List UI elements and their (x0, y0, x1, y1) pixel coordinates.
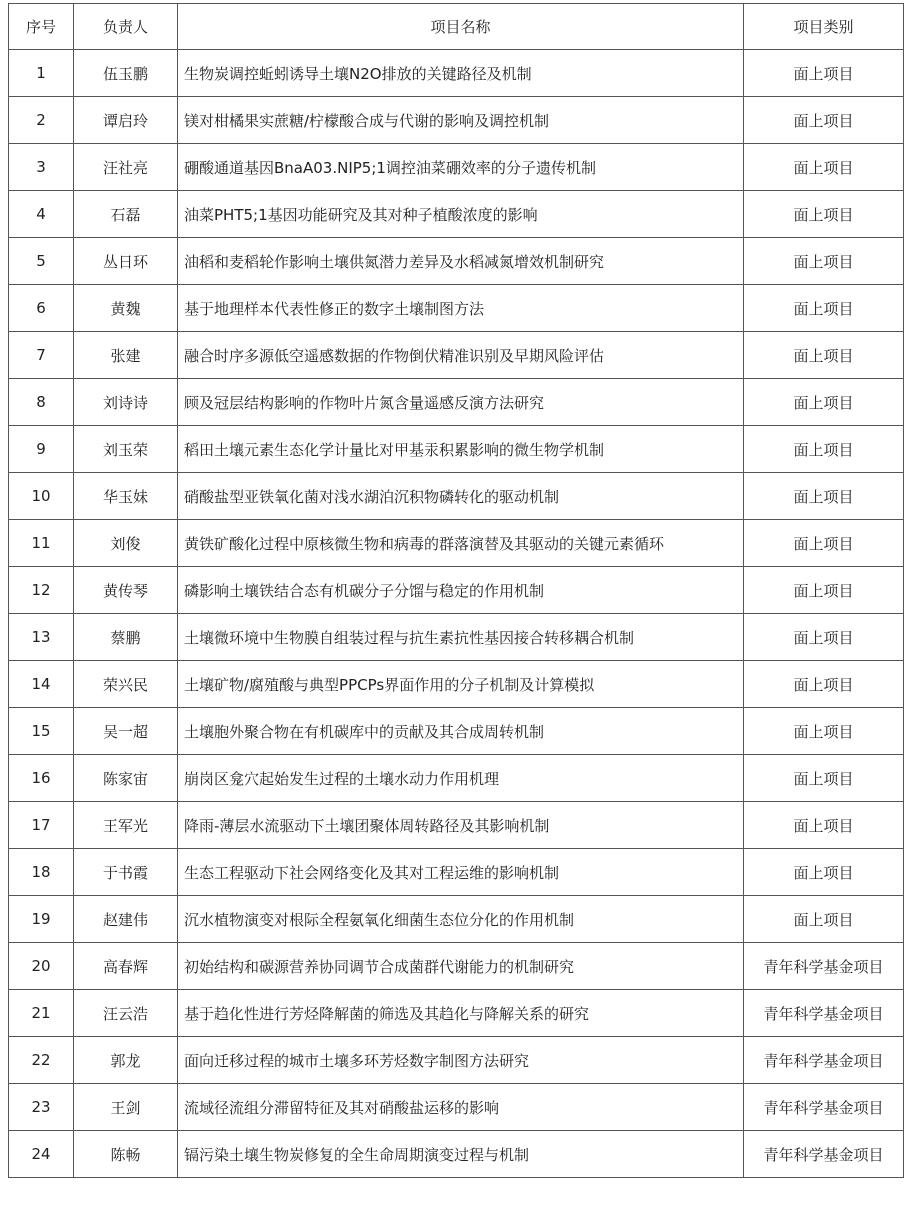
cell-project-name: 油菜PHT5;1基因功能研究及其对种子植酸浓度的影响 (178, 191, 744, 238)
cell-project-type: 面上项目 (744, 802, 904, 849)
cell-no: 19 (9, 896, 74, 943)
cell-project-name: 初始结构和碳源营养协同调节合成菌群代谢能力的机制研究 (178, 943, 744, 990)
table-header (9, 4, 904, 50)
cell-lead: 汪云浩 (74, 990, 178, 1037)
cell-project-type: 面上项目 (744, 191, 904, 238)
cell-lead: 谭启玲 (74, 97, 178, 144)
cell-project-type: 面上项目 (744, 144, 904, 191)
cell-project-type: 面上项目 (744, 708, 904, 755)
table-row (9, 755, 904, 802)
cell-lead: 刘玉荣 (74, 426, 178, 473)
table-row (9, 144, 904, 191)
cell-project-type: 青年科学基金项目 (744, 990, 904, 1037)
table-row (9, 426, 904, 473)
cell-project-name: 镁对柑橘果实蔗糖/柠檬酸合成与代谢的影响及调控机制 (178, 97, 744, 144)
cell-no: 2 (9, 97, 74, 144)
project-table (8, 3, 904, 1178)
table-row (9, 50, 904, 97)
cell-project-name: 生态工程驱动下社会网络变化及其对工程运维的影响机制 (178, 849, 744, 896)
cell-lead: 陈畅 (74, 1131, 178, 1178)
cell-project-type: 青年科学基金项目 (744, 1084, 904, 1131)
cell-project-type: 面上项目 (744, 426, 904, 473)
cell-project-type: 面上项目 (744, 50, 904, 97)
table-row (9, 1037, 904, 1084)
table-row (9, 802, 904, 849)
cell-no: 10 (9, 473, 74, 520)
cell-lead: 刘俊 (74, 520, 178, 567)
cell-project-type: 青年科学基金项目 (744, 943, 904, 990)
cell-no: 4 (9, 191, 74, 238)
cell-lead: 荣兴民 (74, 661, 178, 708)
table-row (9, 896, 904, 943)
cell-lead: 张建 (74, 332, 178, 379)
cell-no: 22 (9, 1037, 74, 1084)
table-row (9, 97, 904, 144)
table-row (9, 238, 904, 285)
cell-project-name: 崩岗区龛穴起始发生过程的土壤水动力作用机理 (178, 755, 744, 802)
cell-project-name: 稻田土壤元素生态化学计量比对甲基汞积累影响的微生物学机制 (178, 426, 744, 473)
cell-no: 8 (9, 379, 74, 426)
cell-no: 12 (9, 567, 74, 614)
cell-project-name: 面向迁移过程的城市土壤多环芳烃数字制图方法研究 (178, 1037, 744, 1084)
cell-no: 9 (9, 426, 74, 473)
cell-no: 21 (9, 990, 74, 1037)
table-row (9, 379, 904, 426)
cell-lead: 高春辉 (74, 943, 178, 990)
cell-lead: 石磊 (74, 191, 178, 238)
cell-project-name: 基于趋化性进行芳烃降解菌的筛选及其趋化与降解关系的研究 (178, 990, 744, 1037)
cell-lead: 陈家宙 (74, 755, 178, 802)
cell-no: 13 (9, 614, 74, 661)
header-row (9, 4, 904, 50)
table-row (9, 191, 904, 238)
cell-lead: 蔡鹏 (74, 614, 178, 661)
cell-no: 17 (9, 802, 74, 849)
cell-no: 6 (9, 285, 74, 332)
cell-project-name: 油稻和麦稻轮作影响土壤供氮潜力差异及水稻减氮增效机制研究 (178, 238, 744, 285)
cell-lead: 王军光 (74, 802, 178, 849)
cell-project-name: 顾及冠层结构影响的作物叶片氮含量遥感反演方法研究 (178, 379, 744, 426)
table-row (9, 1131, 904, 1178)
cell-lead: 于书霞 (74, 849, 178, 896)
cell-no: 18 (9, 849, 74, 896)
cell-project-name: 融合时序多源低空遥感数据的作物倒伏精准识别及早期风险评估 (178, 332, 744, 379)
cell-project-type: 面上项目 (744, 661, 904, 708)
cell-lead: 郭龙 (74, 1037, 178, 1084)
cell-project-name: 基于地理样本代表性修正的数字土壤制图方法 (178, 285, 744, 332)
cell-project-type: 面上项目 (744, 896, 904, 943)
cell-no: 20 (9, 943, 74, 990)
cell-project-name: 镉污染土壤生物炭修复的全生命周期演变过程与机制 (178, 1131, 744, 1178)
cell-project-name: 流域径流组分滞留特征及其对硝酸盐运移的影响 (178, 1084, 744, 1131)
table-row (9, 567, 904, 614)
cell-lead: 黄魏 (74, 285, 178, 332)
header-name: 项目名称 (178, 4, 744, 50)
cell-project-type: 青年科学基金项目 (744, 1131, 904, 1178)
cell-project-name: 黄铁矿酸化过程中原核微生物和病毒的群落演替及其驱动的关键元素循环 (178, 520, 744, 567)
cell-lead: 丛日环 (74, 238, 178, 285)
cell-project-name: 硝酸盐型亚铁氧化菌对浅水湖泊沉积物磷转化的驱动机制 (178, 473, 744, 520)
table-row (9, 520, 904, 567)
cell-project-type: 青年科学基金项目 (744, 1037, 904, 1084)
cell-project-name: 生物炭调控蚯蚓诱导土壤N2O排放的关键路径及机制 (178, 50, 744, 97)
cell-project-name: 沉水植物演变对根际全程氨氧化细菌生态位分化的作用机制 (178, 896, 744, 943)
table-row (9, 849, 904, 896)
table-body (9, 50, 904, 1178)
table-row (9, 1084, 904, 1131)
cell-project-type: 面上项目 (744, 379, 904, 426)
cell-project-type: 面上项目 (744, 332, 904, 379)
table-row (9, 661, 904, 708)
table-row (9, 943, 904, 990)
cell-no: 3 (9, 144, 74, 191)
table-row (9, 614, 904, 661)
cell-project-type: 面上项目 (744, 97, 904, 144)
cell-project-type: 面上项目 (744, 849, 904, 896)
cell-project-name: 土壤矿物/腐殖酸与典型PPCPs界面作用的分子机制及计算模拟 (178, 661, 744, 708)
cell-project-type: 面上项目 (744, 285, 904, 332)
table-row (9, 990, 904, 1037)
table-row (9, 473, 904, 520)
cell-lead: 赵建伟 (74, 896, 178, 943)
cell-lead: 刘诗诗 (74, 379, 178, 426)
cell-project-name: 土壤胞外聚合物在有机碳库中的贡献及其合成周转机制 (178, 708, 744, 755)
cell-project-type: 面上项目 (744, 755, 904, 802)
cell-no: 5 (9, 238, 74, 285)
cell-no: 1 (9, 50, 74, 97)
cell-no: 7 (9, 332, 74, 379)
table-row (9, 332, 904, 379)
cell-lead: 王剑 (74, 1084, 178, 1131)
cell-lead: 黄传琴 (74, 567, 178, 614)
cell-no: 16 (9, 755, 74, 802)
cell-lead: 汪社亮 (74, 144, 178, 191)
table-row (9, 708, 904, 755)
cell-project-name: 磷影响土壤铁结合态有机碳分子分馏与稳定的作用机制 (178, 567, 744, 614)
cell-no: 11 (9, 520, 74, 567)
cell-no: 23 (9, 1084, 74, 1131)
cell-project-type: 面上项目 (744, 473, 904, 520)
cell-lead: 华玉妹 (74, 473, 178, 520)
cell-no: 15 (9, 708, 74, 755)
cell-project-type: 面上项目 (744, 567, 904, 614)
cell-project-type: 面上项目 (744, 520, 904, 567)
header-lead: 负责人 (74, 4, 178, 50)
cell-project-name: 降雨-薄层水流驱动下土壤团聚体周转路径及其影响机制 (178, 802, 744, 849)
table-row (9, 285, 904, 332)
cell-project-type: 面上项目 (744, 238, 904, 285)
header-type: 项目类别 (744, 4, 904, 50)
cell-lead: 伍玉鹏 (74, 50, 178, 97)
cell-project-name: 土壤微环境中生物膜自组装过程与抗生素抗性基因接合转移耦合机制 (178, 614, 744, 661)
cell-no: 24 (9, 1131, 74, 1178)
cell-no: 14 (9, 661, 74, 708)
cell-project-name: 硼酸通道基因BnaA03.NIP5;1调控油菜硼效率的分子遗传机制 (178, 144, 744, 191)
header-no: 序号 (9, 4, 74, 50)
cell-project-type: 面上项目 (744, 614, 904, 661)
cell-lead: 吴一超 (74, 708, 178, 755)
